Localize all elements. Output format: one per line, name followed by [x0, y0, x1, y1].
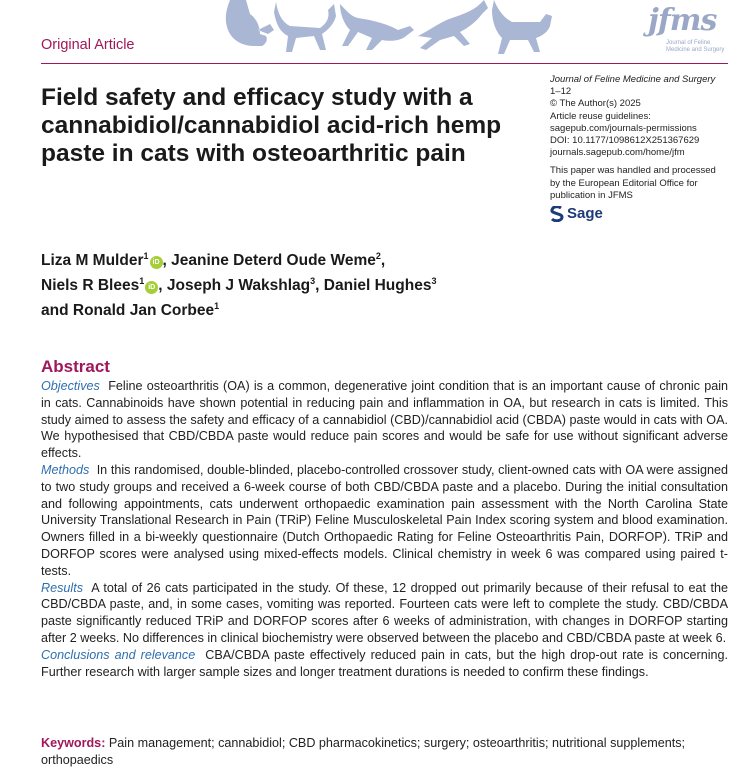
- publisher-logo: [550, 205, 603, 222]
- author-separator: ,: [162, 252, 172, 269]
- reuse-label: Article reuse guidelines:: [550, 110, 651, 122]
- page-range: 1–12: [550, 86, 572, 98]
- cat-silhouette-icon: [226, 0, 274, 46]
- affiliation-marker: 2: [375, 251, 381, 261]
- abstract-section-results: [41, 580, 728, 647]
- orcid-icon[interactable]: iD: [150, 256, 163, 269]
- section-label: Conclusions and relevance: [41, 647, 196, 662]
- author-separator: ,: [158, 277, 167, 294]
- jfms-logo: [648, 4, 730, 60]
- keywords: [41, 735, 728, 769]
- section-text: In this randomised, double-blinded, placebo-controlled crossover study, client-owned cats with OA were assigned to two study groups and received a 6-week course of both CBD/CBDA paste and a placebo. During the initial consultation and following appointments, cats underwent orthopaedic examination pain assessment with the North Carolina State University Translational Research in Pain (TRiP) Feline Musculoskeletal Pain Index scoring system and blood examination. Owners filled in a bi-weekly questionnaire (Dutch Orthopaedic Rating for Feline Osteoarthritis Pain, DORFOP). TRiP and DORFOP scores were analysed using mixed-effects models. Clinical chemistry in week 6 was compared using paired t-tests.: [41, 462, 729, 578]
- orcid-icon[interactable]: iD: [145, 281, 158, 294]
- section-text: CBA/CBDA paste effectively reduced pain in cats, but the high drop-out rate is concerning. Further research with larger sample sizes and longer treatment durations is needed to confirm these findings.: [41, 647, 729, 679]
- affiliation-marker: 1: [139, 276, 145, 286]
- author-name[interactable]: Liza M Mulder: [41, 252, 144, 269]
- author-name[interactable]: Joseph J Wakshlag: [166, 277, 311, 294]
- section-text: Feline osteoarthritis (OA) is a common, degenerative joint condition that is an important cause of chronic pain in cats. Cannabinoids have shown potential in reducing pain and inflammation in OA, but research in cats is limited. This study aimed to assess the safety and efficacy of a cannabidiol (CBD)/cannabidiol acid (CBDA) paste would in cats with OA. We hypothesised that CBD/CBDA paste would reduce pain scores and would be safe for use without significant adverse effects.: [41, 379, 728, 461]
- abstract-section-conclusions: [41, 647, 728, 681]
- section-label: Results: [41, 580, 83, 595]
- author-name[interactable]: Niels R Blees: [41, 277, 140, 294]
- jfms-logo-mark: jfms: [648, 3, 717, 38]
- affiliation-marker: 1: [143, 251, 149, 261]
- section-text: A total of 26 cats participated in the study. Of these, 12 dropped out primarily because of their refusal to eat the CBD/CBDA paste, and, in some cases, vomiting was reported. Fourteen cats were left to complete the study. CBD/CBDA paste significantly reduced TRiP and DORFOP scores after 6 weeks of administration, with changes in DORFOP starting after 2 weeks. No differences in clinical biochemistry were observed between the placebo and CBD/CBDA paste at week 6.: [41, 580, 728, 645]
- reuse-link[interactable]: sagepub.com/journals-permissions: [550, 122, 697, 134]
- affiliation-marker: 3: [431, 276, 437, 286]
- section-label: Objectives: [41, 379, 100, 393]
- abstract-heading: Abstract: [41, 357, 110, 376]
- journal-metadata: [550, 74, 740, 202]
- section-label: Methods: [41, 462, 90, 477]
- author-separator: ,: [380, 252, 386, 269]
- author-name[interactable]: Jeanine Deterd Oude Weme: [171, 252, 376, 269]
- author-name[interactable]: Daniel Hughes: [323, 277, 432, 294]
- doi-link[interactable]: DOI: 10.1177/1098612X251367629: [550, 135, 700, 147]
- journal-name: Journal of Feline Medicine and Surgery: [550, 74, 716, 85]
- header-divider: [41, 63, 728, 64]
- author-conjunction: and: [41, 302, 73, 319]
- abstract-body: [41, 378, 728, 680]
- author-separator: ,: [315, 277, 324, 294]
- affiliation-marker: 3: [310, 276, 316, 286]
- abstract-section-methods: [41, 462, 728, 580]
- article-type-label: Original Article: [41, 37, 135, 53]
- jfms-logo-subtitle: Journal of Feline Medicine and Surgery: [666, 40, 725, 53]
- article-title: Field safety and efficacy study with a cannabidiol/cannabidiol acid-rich hemp paste in cats with osteoarthritic pain: [41, 84, 502, 167]
- keywords-text: Pain management; cannabidiol; CBD pharmacokinetics; surgery; osteoarthritis; nutritional supplements; orthopaedics: [41, 736, 685, 767]
- editorial-note: This paper was handled and processed by the European Editorial Office for publication in JFMS: [550, 165, 716, 201]
- author-list: [41, 246, 561, 321]
- abstract-section-objectives: [41, 378, 728, 462]
- cat-silhouette-icon: [340, 4, 414, 50]
- cat-silhouette-icon: [274, 2, 336, 52]
- journal-home-link[interactable]: journals.sagepub.com/home/jfm: [550, 147, 685, 159]
- copyright: © The Author(s) 2025: [550, 98, 641, 110]
- affiliation-marker: 1: [214, 301, 220, 311]
- cat-silhouette-icon: [492, 0, 552, 54]
- sage-logo-icon: [550, 206, 564, 222]
- keywords-label: Keywords:: [41, 736, 106, 750]
- author-name[interactable]: Ronald Jan Corbee: [72, 302, 215, 319]
- cat-silhouette-icon: [418, 0, 488, 50]
- publisher-name: Sage: [567, 205, 603, 222]
- cat-silhouettes-banner: [212, 0, 558, 58]
